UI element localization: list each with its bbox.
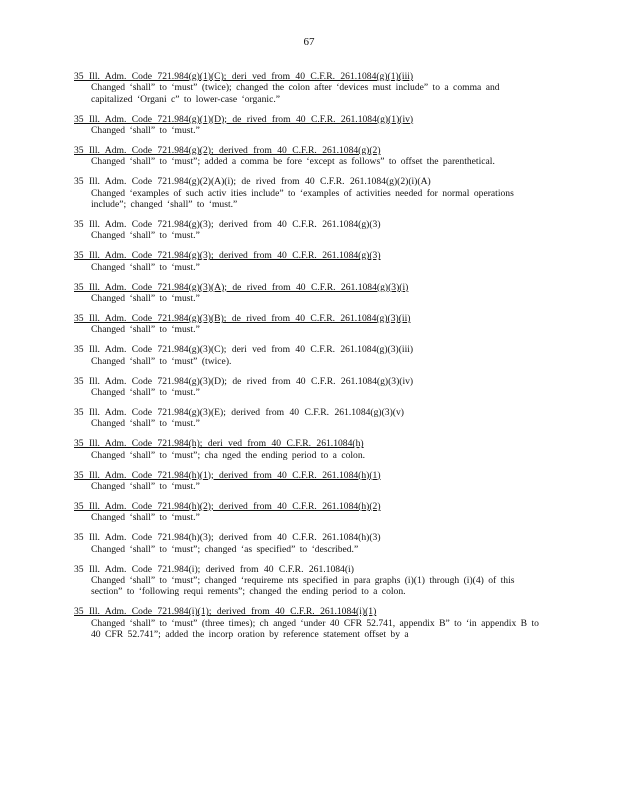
derivation-entry (74, 564, 544, 598)
derivation-entry (74, 470, 544, 493)
derivation-entry (74, 71, 544, 105)
derivation-entry (74, 219, 544, 242)
derivation-entries (74, 71, 544, 649)
section-citation: 35 Ill. Adm. Code 721.984(g)(1)(C); deri ved from 40 C.F.R. 261.1084(g)(1)(iii) (74, 71, 414, 82)
section-citation: 35 Ill. Adm. Code 721.984(h)(3); derived from 40 C.F.R. 261.1084(h)(3) (74, 532, 381, 544)
section-citation: 35 Ill. Adm. Code 721.984(g)(3)(A); de rived from 40 C.F.R. 261.1084(g)(3)(i) (74, 281, 409, 293)
section-citation: 35 Ill. Adm. Code 721.984(g)(2); derived from 40 C.F.R. 261.1084(g)(2) (74, 145, 381, 157)
change-description: Changed ‘shall” to ‘must.” (91, 480, 200, 492)
change-description: Changed ‘shall” to ‘must”; cha nged the ending period to a colon. (91, 449, 366, 461)
change-description: Changed ‘shall” to ‘must”; changed ‘as specified” to ‘described.” (91, 543, 359, 555)
change-description: Changed ‘shall” to ‘must”; changed ‘requireme nts specified in para graphs (i)(1) through (i)(4) of this section” to ‘following requi rements”; changed the ending period to a colon. (91, 574, 515, 598)
change-description: Changed ‘shall” to ‘must.” (91, 418, 200, 430)
change-description: Changed ‘shall” to ‘must.” (91, 293, 200, 305)
section-citation: 35 Ill. Adm. Code 721.984(g)(3); derived from 40 C.F.R. 261.1084(g)(3) (74, 219, 381, 231)
section-citation: 35 Ill. Adm. Code 721.984(g)(3)(E); derived from 40 C.F.R. 261.1084(g)(3)(v) (74, 406, 404, 418)
change-description: Changed ‘shall” to ‘must.” (91, 230, 200, 242)
section-citation: 35 Ill. Adm. Code 721.984(h)(1); derived from 40 C.F.R. 261.1084(h)(1) (74, 469, 381, 481)
change-description: Changed ‘shall” to ‘must.” (91, 261, 200, 273)
section-citation: 35 Ill. Adm. Code 721.984(h)(2); derived from 40 C.F.R. 261.1084(h)(2) (74, 500, 381, 512)
change-description: Changed ‘examples of such activ ities include” to ‘examples of activities needed for normal operations include”; changed ‘shall” to ‘must.” (91, 187, 514, 211)
derivation-entry (74, 313, 544, 336)
derivation-entry (74, 282, 544, 305)
page-number: 67 (303, 36, 315, 48)
change-description: Changed ‘shall” to ‘must” (three times); ch anged ‘under 40 CFR 52.741, appendix B” to ‘in appendix B to 40 CFR 52.741”; added the incorp oration by reference statement offset by a (91, 617, 539, 641)
section-citation: 35 Ill. Adm. Code 721.984(h); deri ved from 40 C.F.R. 261.1084(h) (74, 438, 364, 450)
derivation-entry (74, 250, 544, 273)
change-description: Changed ‘shall” to ‘must”; added a comma be fore ‘except as follows” to offset the parenthetical. (91, 156, 495, 168)
section-citation: 35 Ill. Adm. Code 721.984(g)(1)(D); de rived from 40 C.F.R. 261.1084(g)(1)(iv) (74, 113, 414, 125)
derivation-entry (74, 176, 544, 210)
change-description: Changed ‘shall” to ‘must.” (91, 387, 200, 399)
section-citation: 35 Ill. Adm. Code 721.984(g)(3); derived from 40 C.F.R. 261.1084(g)(3) (74, 250, 381, 262)
derivation-entry (74, 145, 544, 168)
change-description: Changed ‘shall” to ‘must” (twice); changed the colon after ‘devices must include” to a comma and capitalized ‘Organi c” to lower-case ‘organic.” (91, 82, 500, 105)
change-description: Changed ‘shall” to ‘must.” (91, 324, 200, 336)
derivation-entry (74, 344, 544, 367)
section-citation: 35 Ill. Adm. Code 721.984(g)(3)(B); de rived from 40 C.F.R. 261.1084(g)(3)(ii) (74, 313, 411, 324)
section-citation: 35 Ill. Adm. Code 721.984(i); derived from 40 C.F.R. 261.1084(i) (74, 563, 354, 575)
section-citation: 35 Ill. Adm. Code 721.984(g)(3)(C); deri ved from 40 C.F.R. 261.1084(g)(3)(iii) (74, 344, 414, 356)
change-description: Changed ‘shall” to ‘must.” (91, 125, 200, 137)
section-citation: 35 Ill. Adm. Code 721.984(i)(1); derived from 40 C.F.R. 261.1084(i)(1) (74, 606, 377, 618)
derivation-entry (74, 606, 544, 640)
change-description: Changed ‘shall” to ‘must” (twice). (91, 355, 232, 367)
derivation-entry (74, 114, 544, 137)
change-description: Changed ‘shall” to ‘must.” (91, 512, 200, 524)
derivation-entry (74, 376, 544, 399)
derivation-entry (74, 438, 544, 461)
derivation-entry (74, 501, 544, 524)
section-citation: 35 Ill. Adm. Code 721.984(g)(3)(D); de rived from 40 C.F.R. 261.1084(g)(3)(iv) (74, 375, 414, 387)
derivation-entry (74, 532, 544, 555)
section-citation: 35 Ill. Adm. Code 721.984(g)(2)(A)(i); de rived from 40 C.F.R. 261.1084(g)(2)(i)(A) (74, 176, 431, 188)
derivation-entry (74, 407, 544, 430)
